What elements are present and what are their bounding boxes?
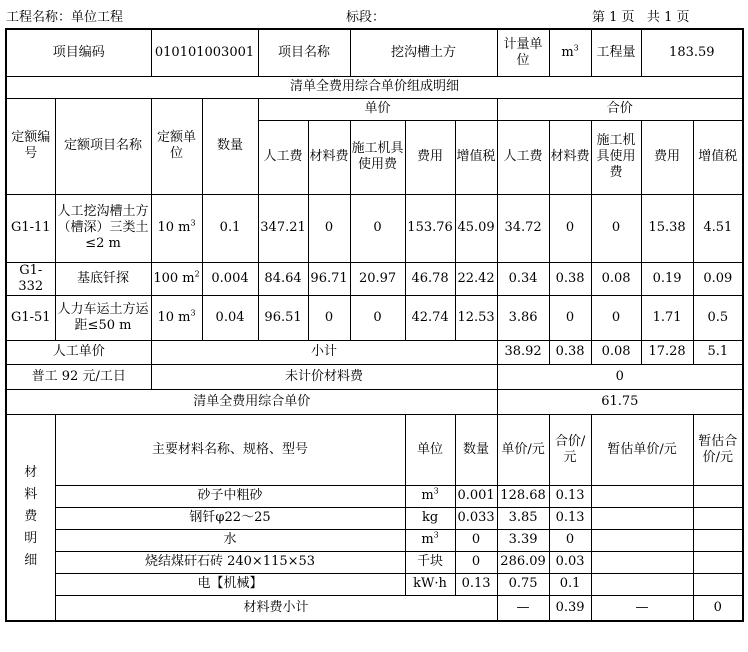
labor-unit-price: 普工 92 元/工日 [6,364,151,389]
col-quota-unit: 定额单位 [151,98,202,194]
item-quantity: 183.59 [641,29,743,76]
item-name-label: 项目名称 [258,29,350,76]
full-cost-value: 61.75 [497,389,743,414]
item-unit-label: 计量单位 [497,29,549,76]
item-name: 挖沟槽土方 [350,29,497,76]
item-code-label: 项目编码 [6,29,151,76]
list-item: 烧结煤矸石砖 240×115×53 千块 0 286.09 0.03 [6,551,743,573]
list-item: 砂子中粗砂 $m^3$ 0.001 128.68 0.13 [6,485,743,507]
section-label: 标段： [346,10,386,25]
item-quantity-label: 工程量 [591,29,641,76]
item-unit: $m^3$ [549,29,591,76]
col-machine: 施工机具使用费 [350,120,405,194]
col-vat: 增值税 [455,120,497,194]
unpriced-material-label: 未计价材料费 [151,364,497,389]
list-item: 电【机械】 kW·h 0.13 0.75 0.1 [6,573,743,595]
col-vat-total: 增值税 [693,120,743,194]
mat-col-name: 主要材料名称、规格、型号 [55,414,405,485]
item-code: 010101003001 [151,29,258,76]
col-fee: 费用 [405,120,455,194]
list-item: 钢钎φ22～25 kg 0.033 3.85 0.13 [6,507,743,529]
total-price-group: 合价 [497,98,743,120]
subtotal-label: 小计 [151,340,497,364]
mat-col-total: 合价/元 [549,414,591,485]
col-quantity: 数量 [202,98,258,194]
col-quota-code: 定额编号 [6,98,55,194]
table-row: G1-332 基底钎探 100 $m^2$ 0.004 84.64 96.71 20.97 46.78 22.42 0.34 0.38 0.08 0.19 0.09 [6,262,743,295]
unit-price-analysis-table: 项目编码 010101003001 项目名称 挖沟槽土方 计量单位 $m^3$ 工程量 183.59 清单全费用综合单价组成明细 定额编号 定额项目名称 定额单位 数量 单价 合价 人工费 材料费 施工机具使用费 费用 增值税 人工费 材料费 施工机具使用费 费用 增值税 G1-11 人工挖沟槽土方（槽深）三类土≤2 m 10 $m^3$ 0.1 347.21 0 0 153.76 45.09 34.72 0 0 15.38 4.51 G1-332 基底钎探 100 $m^2$ 0.004 84.64 96.71 20.97 46.78 22.42 0.34 0.38 0.08 0.19 0.09 G1-51 人力车运土方运距≤50 m 10 $m^3$ 0.04 96.51 0 0 42.74 12.53 3.86 0 0 1.71 0.5 人工单价 小计 38.92 0.38 0.08 17.28 5.1 普工 92 元/工日 未计价材料费 0 清单全费用综合单价 61.75 材料费明细 主要材料名称、规格、型号 单位 数量 单价/元 合价/元 暂估单价/元 暂估合价/元 砂子中粗砂 $m^3$ 0.001 128.68 0.13 钢钎φ22～25 kg 0.033 3.85 0.13 水 $m^3$ 0 3.39 0 烧结煤矸石砖 240×115×53 千块 0 286.09 0.03 电【机械】 kW·h 0.13 0.75 0.1 材料费小计 — 0.39 — 0 [5,28,744,622]
col-machine-total: 施工机具使用费 [591,120,641,194]
mat-col-est-total: 暂估合价/元 [693,414,743,485]
col-labor-total: 人工费 [497,120,549,194]
col-labor: 人工费 [258,120,308,194]
table-row: G1-11 人工挖沟槽土方（槽深）三类土≤2 m 10 $m^3$ 0.1 347.21 0 0 153.76 45.09 34.72 0 0 15.38 4.51 [6,194,743,262]
labor-unit-price-label: 人工单价 [6,340,151,364]
mat-col-unit: 单位 [405,414,455,485]
materials-subtotal-label: 材料费小计 [55,595,497,621]
unit-price-group: 单价 [258,98,497,120]
col-quota-name: 定额项目名称 [55,98,151,194]
section-title: 清单全费用综合单价组成明细 [6,76,743,98]
col-material: 材料费 [308,120,350,194]
mat-col-qty: 数量 [455,414,497,485]
list-item: 水 $m^3$ 0 3.39 0 [6,529,743,551]
mat-col-est-price: 暂估单价/元 [591,414,693,485]
mat-col-price: 单价/元 [497,414,549,485]
materials-side-label: 材料费明细 [6,414,55,621]
unpriced-material-value: 0 [497,364,743,389]
project-name: 工程名称：单位工程 [6,10,124,25]
page-info: 第 1 页 共 1 页 [592,10,690,25]
item-info-row [6,29,743,76]
full-cost-label: 清单全费用综合单价 [6,389,497,414]
materials-subtotal-row: 材料费小计 — 0.39 — 0 [6,595,743,621]
col-fee-total: 费用 [641,120,693,194]
table-row: G1-51 人力车运土方运距≤50 m 10 $m^3$ 0.04 96.51 0 0 42.74 12.53 3.86 0 0 1.71 0.5 [6,295,743,340]
col-material-total: 材料费 [549,120,591,194]
